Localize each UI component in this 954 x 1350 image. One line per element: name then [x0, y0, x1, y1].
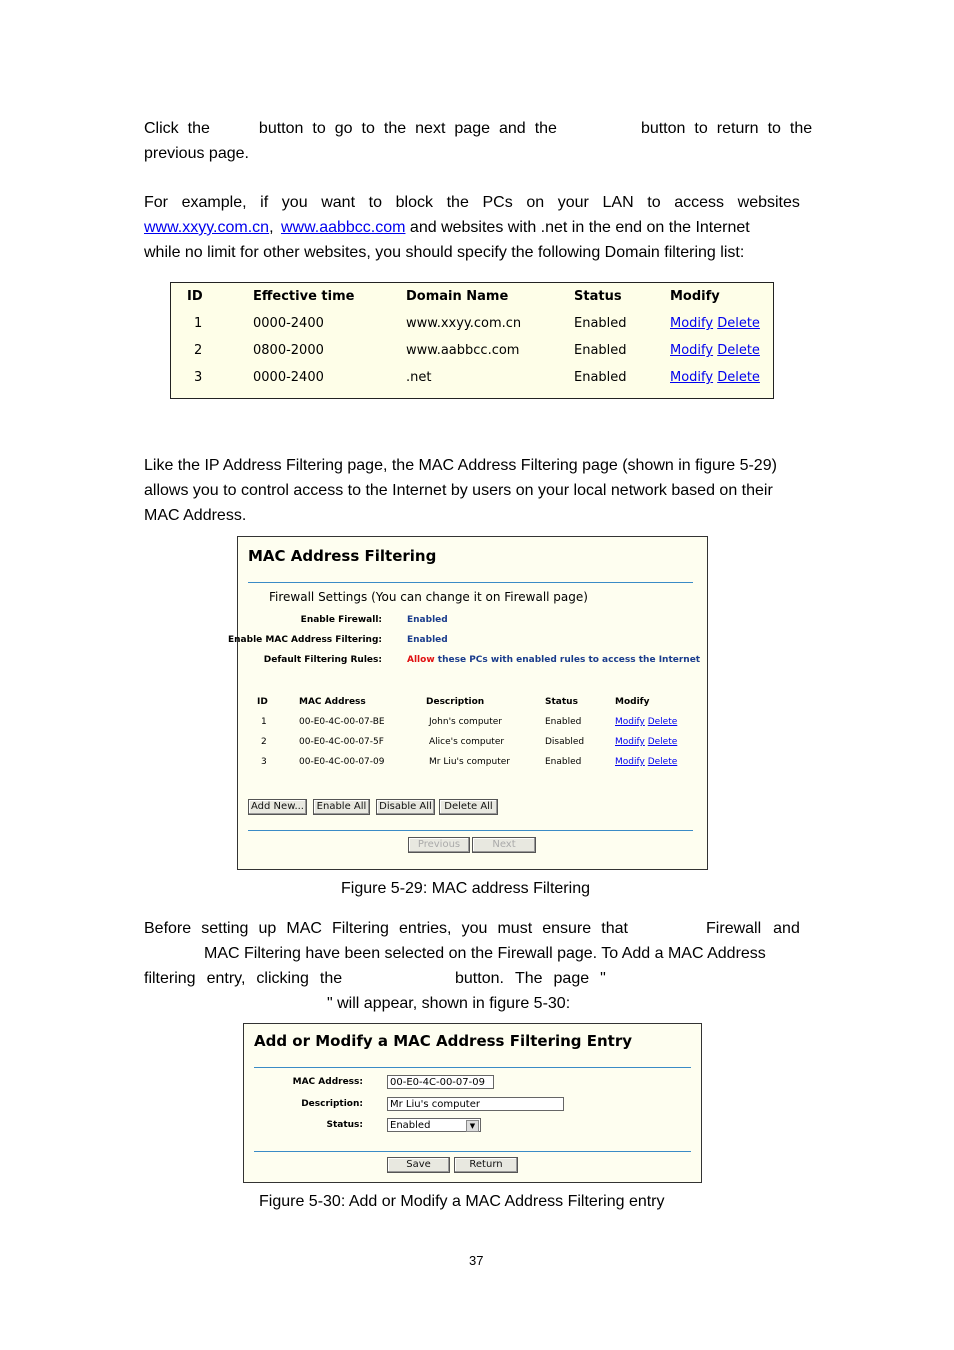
enable-mac-filter-value: Enabled	[407, 635, 448, 645]
word: you	[461, 920, 488, 937]
modify-link[interactable]: Modify	[615, 717, 645, 727]
before-line-2: MAC Filtering have been selected on the Firewall page. To Add a MAC Address	[204, 945, 766, 962]
delete-link[interactable]: Delete	[717, 343, 760, 358]
row-domain: .net	[406, 370, 432, 385]
rule-text: these PCs with enabled rules to access the Internet	[437, 655, 701, 665]
word: entries,	[399, 920, 452, 937]
example-line-2-rest: and websites with .net in the end on the Internet	[409, 219, 750, 236]
col-header-modify: Modify	[670, 289, 720, 304]
intro-paragraph	[144, 116, 813, 166]
row-status: Enabled	[545, 717, 582, 727]
word: Filtering	[332, 920, 389, 937]
word: to	[368, 194, 382, 211]
word: your	[557, 194, 589, 211]
word: the	[534, 120, 557, 137]
word: button	[640, 120, 686, 137]
row-status: Enabled	[574, 370, 627, 385]
intro-line-1	[144, 116, 813, 141]
modify-link[interactable]: Modify	[670, 316, 714, 331]
word: LAN	[602, 194, 634, 211]
word: websites	[737, 194, 800, 211]
word: entry,	[206, 970, 246, 987]
word: For	[144, 194, 168, 211]
divider	[254, 1151, 691, 1152]
enable-mac-filter-label: Enable MAC Address Filtering:	[228, 635, 382, 645]
word: filtering	[144, 970, 196, 987]
row-mac: 00-E0-4C-00-07-5F	[299, 737, 384, 747]
enable-firewall-label: Enable Firewall:	[300, 615, 382, 625]
word: PCs	[482, 194, 513, 211]
word: the	[789, 120, 813, 137]
description-input[interactable]: Mr Liu's computer	[387, 1097, 564, 1111]
word: block	[395, 194, 433, 211]
enable-all-button[interactable]: Enable All	[313, 799, 370, 815]
word: and	[773, 920, 800, 937]
mac-intro-line-3: MAC Address.	[144, 507, 247, 524]
row-time: 0000-2400	[253, 316, 324, 331]
link-aabbcc[interactable]: www.aabbcc.com	[280, 219, 406, 236]
word: if	[260, 194, 269, 211]
before-line-4: " will appear, shown in figure 5-30:	[327, 995, 571, 1012]
row-id: 2	[261, 737, 267, 747]
row-mac: 00-E0-4C-00-07-09	[299, 757, 385, 767]
word: Click	[144, 120, 179, 137]
domain-filter-table	[170, 282, 774, 399]
divider	[254, 1067, 691, 1068]
before-line-3	[144, 966, 800, 991]
status-select-value: Enabled	[390, 1120, 431, 1131]
previous-button[interactable]: Previous	[408, 837, 470, 853]
col-header-status: Status	[574, 289, 622, 304]
word: go	[334, 120, 353, 137]
word: the	[319, 970, 343, 987]
col-header-id: ID	[257, 697, 268, 707]
row-id: 1	[194, 316, 203, 331]
word: next	[415, 120, 446, 137]
modify-link[interactable]: Modify	[615, 737, 645, 747]
before-line-1	[144, 916, 800, 941]
word: The	[514, 970, 543, 987]
chevron-down-icon[interactable]: ▼	[466, 1120, 479, 1132]
before-paragraph	[144, 916, 800, 1016]
row-id: 2	[194, 343, 203, 358]
figure-30-caption: Figure 5-30: Add or Modify a MAC Address Filtering entry	[259, 1193, 665, 1210]
row-id: 3	[261, 757, 267, 767]
row-status: Disabled	[545, 737, 585, 747]
col-header-mac: MAC Address	[299, 697, 366, 707]
divider	[248, 830, 693, 831]
row-mac: 00-E0-4C-00-07-BE	[299, 717, 385, 727]
word: that	[601, 920, 628, 937]
word: "	[600, 970, 606, 987]
row-id: 1	[261, 717, 267, 727]
next-button[interactable]: Next	[472, 837, 536, 853]
delete-link[interactable]: Delete	[717, 370, 760, 385]
panel-title: Add or Modify a MAC Address Filtering Entry	[254, 1032, 633, 1050]
firewall-settings-heading: Firewall Settings (You can change it on Firewall page)	[269, 590, 588, 604]
word: to	[767, 120, 781, 137]
col-header-id: ID	[187, 289, 203, 304]
rule-allow: Allow	[407, 655, 435, 665]
word: you	[281, 194, 308, 211]
enable-firewall-value: Enabled	[407, 615, 448, 625]
word: setting	[201, 920, 249, 937]
word: want	[321, 194, 356, 211]
word: example,	[181, 194, 247, 211]
row-status: Enabled	[574, 316, 627, 331]
intro-line-2: previous page.	[144, 145, 249, 162]
default-rules-value	[407, 655, 700, 665]
link-xxyy[interactable]: www.xxyy.com.cn	[144, 219, 270, 236]
word: to	[694, 120, 708, 137]
word: button.	[455, 970, 504, 987]
word: must	[497, 920, 533, 937]
word: button	[258, 120, 304, 137]
delete-link[interactable]: Delete	[717, 316, 760, 331]
word: page	[553, 970, 590, 987]
delete-all-button[interactable]: Delete All	[439, 799, 498, 815]
entry-panel	[243, 1023, 702, 1183]
row-status: Enabled	[545, 757, 582, 767]
word: return	[716, 120, 759, 137]
delete-link[interactable]: Delete	[647, 757, 678, 767]
col-header-domain: Domain Name	[406, 289, 509, 304]
description-label: Description:	[301, 1099, 363, 1109]
panel-title: MAC Address Filtering	[248, 547, 437, 565]
modify-link[interactable]: Modify	[670, 343, 714, 358]
word: to	[361, 120, 375, 137]
col-header-time: Effective time	[253, 289, 355, 304]
word: MAC	[286, 920, 322, 937]
word: on	[526, 194, 545, 211]
word: the	[446, 194, 469, 211]
return-button[interactable]: Return	[454, 1157, 518, 1173]
word: Firewall	[706, 920, 762, 937]
mac-filter-panel	[228, 536, 708, 870]
add-new-button[interactable]: Add New...	[248, 799, 307, 815]
mac-address-label: MAC Address:	[292, 1077, 363, 1087]
modify-link[interactable]: Modify	[615, 757, 645, 767]
row-domain: www.xxyy.com.cn	[406, 316, 522, 331]
default-rules-label: Default Filtering Rules:	[263, 655, 382, 665]
example-line-2	[144, 215, 800, 240]
row-time: 0000-2400	[253, 370, 324, 385]
example-paragraph	[144, 190, 800, 265]
row-status: Enabled	[574, 343, 627, 358]
word: up	[258, 920, 277, 937]
modify-link[interactable]: Modify	[670, 370, 714, 385]
row-description: John's computer	[429, 717, 502, 727]
comma: ,	[269, 219, 274, 236]
page-number: 37	[469, 1253, 484, 1268]
col-header-modify: Modify	[615, 697, 650, 707]
word: clicking	[256, 970, 309, 987]
word: Before	[144, 920, 192, 937]
mac-intro-paragraph	[144, 453, 800, 528]
word: ensure	[542, 920, 592, 937]
word: and	[498, 120, 526, 137]
save-button[interactable]: Save	[387, 1157, 450, 1173]
disable-all-button[interactable]: Disable All	[376, 799, 435, 815]
word: page	[454, 120, 490, 137]
word: the	[187, 120, 210, 137]
divider	[248, 582, 693, 583]
col-header-description: Description	[426, 697, 485, 707]
status-label: Status:	[326, 1120, 363, 1130]
word: access	[674, 194, 725, 211]
word: to	[312, 120, 326, 137]
word: the	[383, 120, 407, 137]
row-description: Mr Liu's computer	[429, 757, 510, 767]
row-domain: www.aabbcc.com	[406, 343, 520, 358]
mac-intro-line-2: allows you to control access to the Internet by users on your local network based on their	[144, 482, 773, 499]
figure-29-caption: Figure 5-29: MAC address Filtering	[341, 880, 590, 897]
example-line-1	[144, 190, 800, 215]
word: to	[647, 194, 661, 211]
row-description: Alice's computer	[429, 737, 505, 747]
delete-link[interactable]: Delete	[647, 737, 678, 747]
row-time: 0800-2000	[253, 343, 324, 358]
mac-address-input[interactable]: 00-E0-4C-00-07-09	[387, 1075, 494, 1089]
col-header-status: Status	[545, 697, 578, 707]
row-id: 3	[194, 370, 203, 385]
example-line-3: while no limit for other websites, you should specify the following Domain filtering list:	[144, 244, 745, 261]
status-select[interactable]	[387, 1118, 481, 1132]
delete-link[interactable]: Delete	[647, 717, 678, 727]
mac-intro-line-1: Like the IP Address Filtering page, the MAC Address Filtering page (shown in figure 5-29)	[144, 457, 777, 474]
